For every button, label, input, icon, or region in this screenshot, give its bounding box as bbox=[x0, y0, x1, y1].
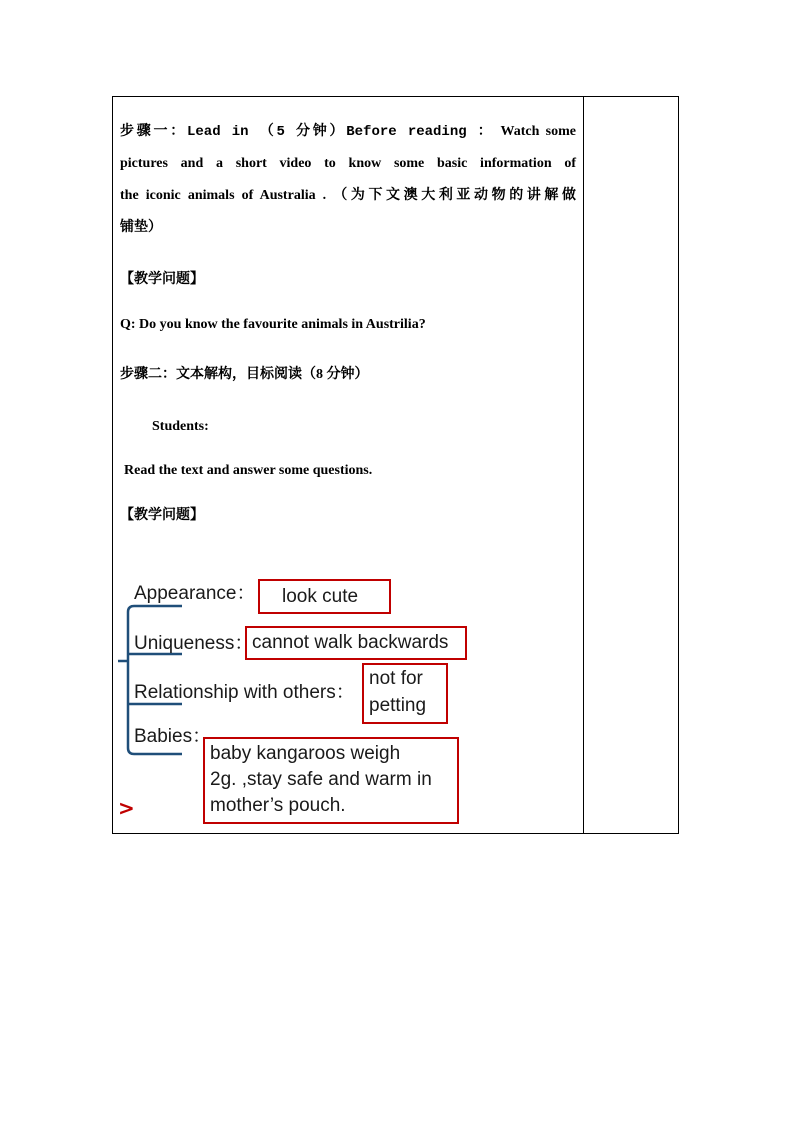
relationship-answer-line1: not for bbox=[369, 668, 423, 689]
babies-answer bbox=[203, 737, 459, 824]
step1-line1: 步骤一：Lead in （5 分钟）Before reading ： Watch some bbox=[120, 124, 576, 140]
step1-line4: 铺垫） bbox=[120, 220, 162, 235]
uniqueness-label: Uniqueness： bbox=[134, 633, 254, 654]
students-label: Students: bbox=[152, 419, 209, 434]
uniqueness-answer-text: cannot walk backwards bbox=[252, 632, 449, 653]
step2-heading: 步骤二：文本解构，目标阅读（8 分钟） bbox=[120, 367, 369, 382]
appearance-label: Appearance： bbox=[134, 583, 256, 604]
step1-line2: pictures and a short video to know some basic information of bbox=[120, 156, 576, 171]
babies-answer-line1: baby kangaroos weigh bbox=[210, 743, 401, 764]
teaching-question-heading-2: 【教学问题】 bbox=[120, 508, 204, 523]
relationship-answer bbox=[362, 663, 448, 724]
red-arrow-icon: > bbox=[118, 796, 135, 820]
table-column-divider bbox=[583, 96, 584, 834]
kangaroo-mind-map bbox=[118, 570, 478, 830]
relationship-answer-line2: petting bbox=[369, 695, 427, 716]
step1-paragraph bbox=[120, 116, 576, 244]
babies-answer-line3: mother’s pouch. bbox=[210, 795, 346, 816]
uniqueness-answer bbox=[245, 626, 467, 660]
appearance-answer bbox=[258, 579, 391, 614]
babies-answer-line2: 2g. ,stay safe and warm in bbox=[210, 769, 432, 790]
step1-line3: the iconic animals of Australia . （为下文澳大利亚动物的讲解做 bbox=[120, 188, 576, 203]
question-text: Q: Do you know the favourite animals in Austrilia? bbox=[120, 317, 426, 332]
teaching-question-heading-1: 【教学问题】 bbox=[120, 272, 204, 287]
babies-label: Babies： bbox=[134, 726, 212, 747]
relationship-label: Relationship with others： bbox=[134, 682, 355, 703]
students-task: Read the text and answer some questions. bbox=[124, 463, 373, 478]
appearance-answer-text: look cute bbox=[282, 586, 359, 607]
